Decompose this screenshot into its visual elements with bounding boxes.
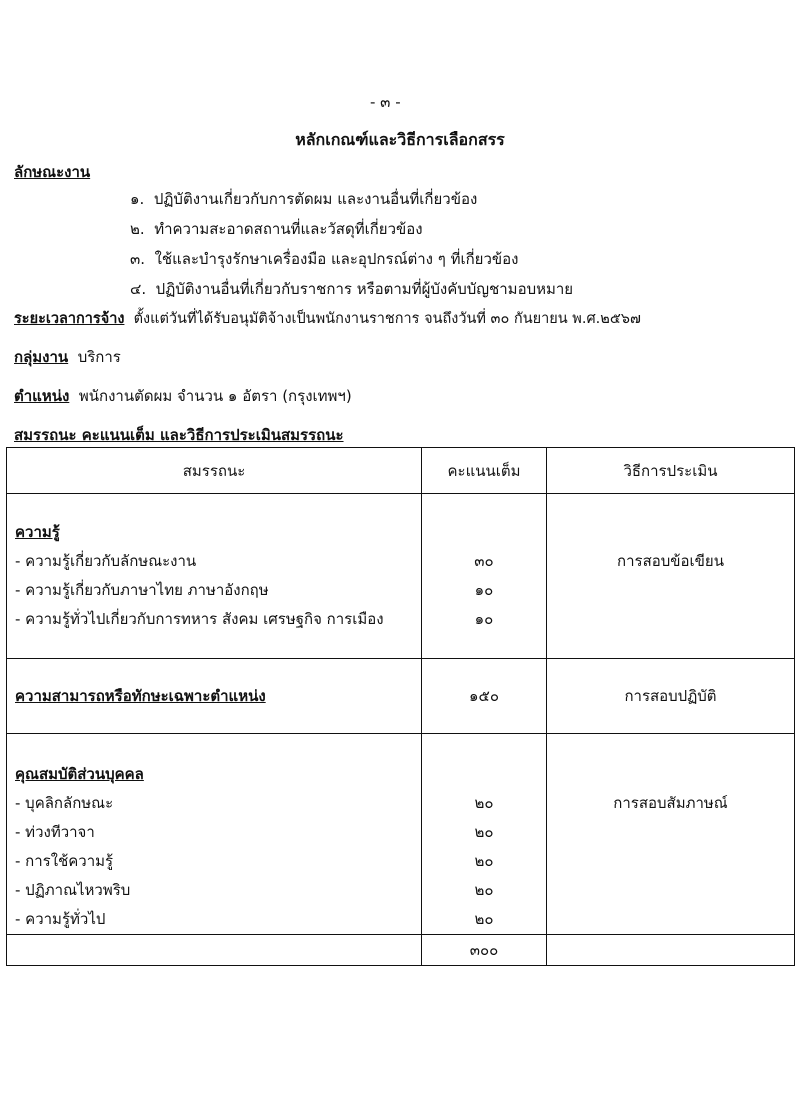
item-score: ๒๐ bbox=[474, 910, 494, 928]
item-text: ปฏิบัติงานเกี่ยวกับการตัดผม และงานอื่นที่เกี่ยวข้อง bbox=[153, 190, 478, 208]
period-value: ตั้งแต่วันที่ได้รับอนุมัติจ้างเป็นพนักงานราชการ จนถึงวันที่ ๓๐ กันยายน พ.ศ.๒๕๖๗ bbox=[133, 311, 641, 327]
page-number: - ๓ - bbox=[370, 93, 401, 111]
item-text: ปฏิบัติงานอื่นที่เกี่ยวกับราชการ หรือตามที่ผู้บังคับบัญชามอบหมาย bbox=[155, 280, 574, 298]
item-number: ๔. bbox=[130, 280, 147, 298]
position-label: ตำแหน่ง bbox=[14, 387, 70, 405]
section-title: คุณสมบัติส่วนบุคคล bbox=[15, 765, 144, 783]
section-title: ความรู้ bbox=[15, 523, 60, 541]
table-header-row bbox=[7, 448, 795, 494]
table-row bbox=[7, 659, 795, 734]
item-label: - ความรู้เกี่ยวกับภาษาไทย ภาษาอังกฤษ bbox=[15, 581, 269, 599]
job-nature-heading: ลักษณะงาน bbox=[14, 163, 91, 181]
item-number: ๑. bbox=[130, 190, 145, 208]
header-method: วิธีการประเมิน bbox=[547, 448, 795, 494]
competency-table bbox=[6, 447, 795, 966]
item-score: ๒๐ bbox=[474, 823, 494, 841]
total-score: ๓๐๐ bbox=[469, 940, 499, 959]
item-score: ๒๐ bbox=[474, 881, 494, 899]
section-score: ๑๕๐ bbox=[468, 686, 500, 705]
item-number: ๓. bbox=[130, 250, 146, 268]
item-label: - ท่วงทีวาจา bbox=[15, 823, 95, 841]
section-title: ความสามารถหรือทักษะเฉพาะตำแหน่ง bbox=[15, 686, 266, 705]
item-label: - ความรู้ทั่วไป bbox=[15, 910, 106, 928]
employment-period bbox=[14, 307, 641, 330]
method: การสอบข้อเขียน bbox=[617, 552, 724, 570]
group-label: กลุ่มงาน bbox=[14, 348, 69, 366]
table-row bbox=[7, 734, 795, 935]
period-label: ระยะเวลาการจ้าง bbox=[14, 311, 125, 327]
item-label: - การใช้ความรู้ bbox=[15, 852, 114, 870]
job-item bbox=[130, 217, 423, 241]
item-score: ๒๐ bbox=[474, 852, 494, 870]
total-row bbox=[7, 935, 795, 966]
method: การสอบปฏิบัติ bbox=[624, 686, 717, 705]
header-competency: สมรรถนะ bbox=[7, 448, 422, 494]
table-row bbox=[7, 494, 795, 659]
group-value: บริการ bbox=[77, 348, 121, 366]
page-title: หลักเกณฑ์และวิธีการเลือกสรร bbox=[295, 130, 505, 149]
job-item bbox=[130, 277, 573, 301]
item-score: ๓๐ bbox=[474, 552, 494, 570]
item-label: - ความรู้ทั่วไปเกี่ยวกับการทหาร สังคม เศรษฐกิจ การเมือง bbox=[15, 610, 384, 628]
item-label: - ความรู้เกี่ยวกับลักษณะงาน bbox=[15, 552, 197, 570]
item-text: ใช้และบำรุงรักษาเครื่องมือ และอุปกรณ์ต่าง ๆ ที่เกี่ยวข้อง bbox=[154, 250, 519, 268]
header-full-score: คะแนนเต็ม bbox=[422, 448, 547, 494]
work-group bbox=[14, 345, 121, 369]
job-item bbox=[130, 247, 518, 271]
position bbox=[14, 384, 352, 408]
item-label: - บุคลิกลักษณะ bbox=[15, 794, 114, 812]
item-score: ๑๐ bbox=[474, 581, 494, 599]
item-number: ๒. bbox=[130, 220, 145, 238]
item-score: ๒๐ bbox=[474, 794, 494, 812]
item-text: ทำความสะอาดสถานที่และวัสดุที่เกี่ยวข้อง bbox=[154, 220, 423, 238]
job-item bbox=[130, 187, 477, 211]
table-heading: สมรรถนะ คะแนนเต็ม และวิธีการประเมินสมรรถนะ bbox=[14, 426, 344, 444]
item-score: ๑๐ bbox=[474, 610, 494, 628]
method: การสอบสัมภาษณ์ bbox=[613, 794, 728, 812]
item-label: - ปฏิภาณไหวพริบ bbox=[15, 881, 131, 899]
position-value: พนักงานตัดผม จำนวน ๑ อัตรา (กรุงเทพฯ) bbox=[78, 387, 352, 405]
